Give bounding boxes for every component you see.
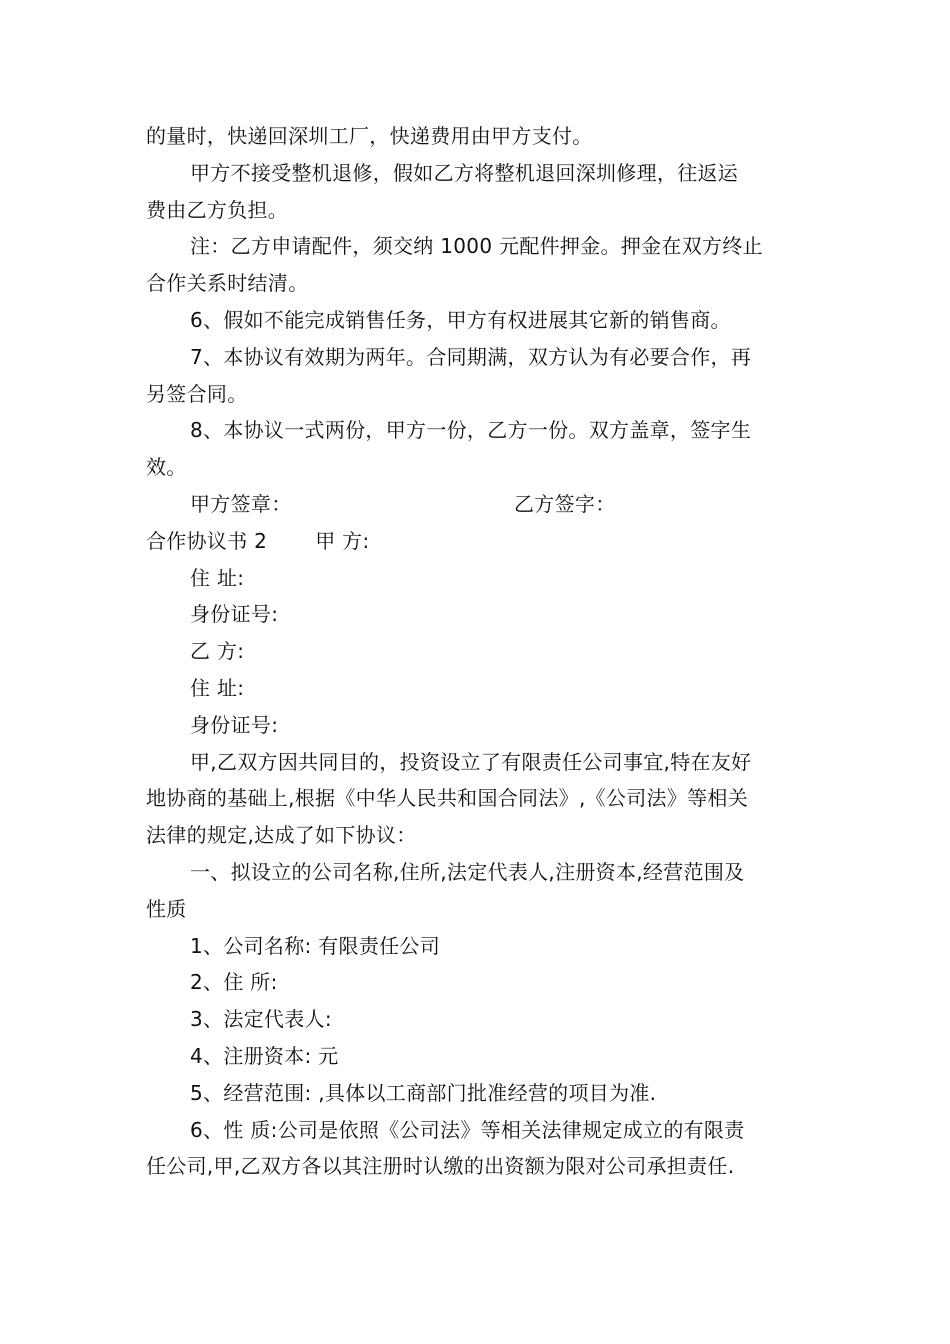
- agreement-2-header: [146, 523, 808, 560]
- text-line: 任公司,甲,乙双方各以其注册时认缴的出资额为限对公司承担责任.: [146, 1154, 735, 1179]
- text-line: 2、住 所:: [190, 970, 278, 995]
- party-a-signature-label: 甲方签章：: [190, 491, 292, 516]
- text-line: 效。: [146, 455, 187, 480]
- text-line: 合作关系时结清。: [146, 271, 309, 296]
- agreement-2-title: 合作协议书 2: [146, 528, 268, 553]
- text-line: 地协商的基础上,根据《中华人民共和国合同法》,《公司法》等相关: [146, 786, 749, 811]
- text-line: 另签合同。: [146, 381, 248, 406]
- document-body: [146, 118, 808, 1185]
- text-line: 身份证号:: [190, 602, 279, 627]
- party-b-signature-label: 乙方签字：: [514, 491, 616, 516]
- text-line: 一、拟设立的公司名称,住所,法定代表人,注册资本,经营范围及: [190, 859, 745, 884]
- text-line: 住 址:: [190, 565, 245, 590]
- text-line: 住 址:: [190, 675, 245, 700]
- text-line: 7、本协议有效期为两年。合同期满，双方认为有必要合作，再: [190, 344, 752, 369]
- text-line: 法律的规定,达成了如下协议：: [146, 823, 417, 848]
- text-line: 甲,乙双方因共同目的，投资设立了有限责任公司事宜,特在友好: [190, 749, 752, 774]
- text-line: 性质: [146, 896, 187, 921]
- text-line: 8、本协议一式两份，甲方一份，乙方一份。双方盖章，签字生: [190, 418, 752, 443]
- text-line: 5、经营范围: ,具体以工商部门批准经营的项目为准.: [190, 1080, 657, 1105]
- text-line: 4、注册资本: 元: [190, 1043, 339, 1068]
- text-line: 注：乙方申请配件，须交纳 1000 元配件押金。押金在双方终止: [190, 234, 763, 259]
- text-line: 6、假如不能完成销售任务，甲方有权进展其它新的销售商。: [190, 307, 731, 332]
- text-line: 甲方不接受整机退修，假如乙方将整机退回深圳修理，往返运: [190, 160, 739, 185]
- signature-row: [146, 486, 808, 523]
- text-line: 3、法定代表人:: [190, 1007, 332, 1032]
- text-line: 的量时，快递回深圳工厂，快递费用由甲方支付。: [146, 124, 593, 148]
- text-line: 6、性 质:公司是依照《公司法》等相关法律规定成立的有限责: [190, 1117, 745, 1142]
- text-line: 乙 方:: [190, 639, 245, 664]
- text-line: 费由乙方负担。: [146, 197, 289, 222]
- text-line: 1、公司名称: 有限责任公司: [190, 933, 441, 958]
- text-line: 身份证号:: [190, 712, 279, 737]
- party-a-label: 甲 方:: [315, 528, 370, 553]
